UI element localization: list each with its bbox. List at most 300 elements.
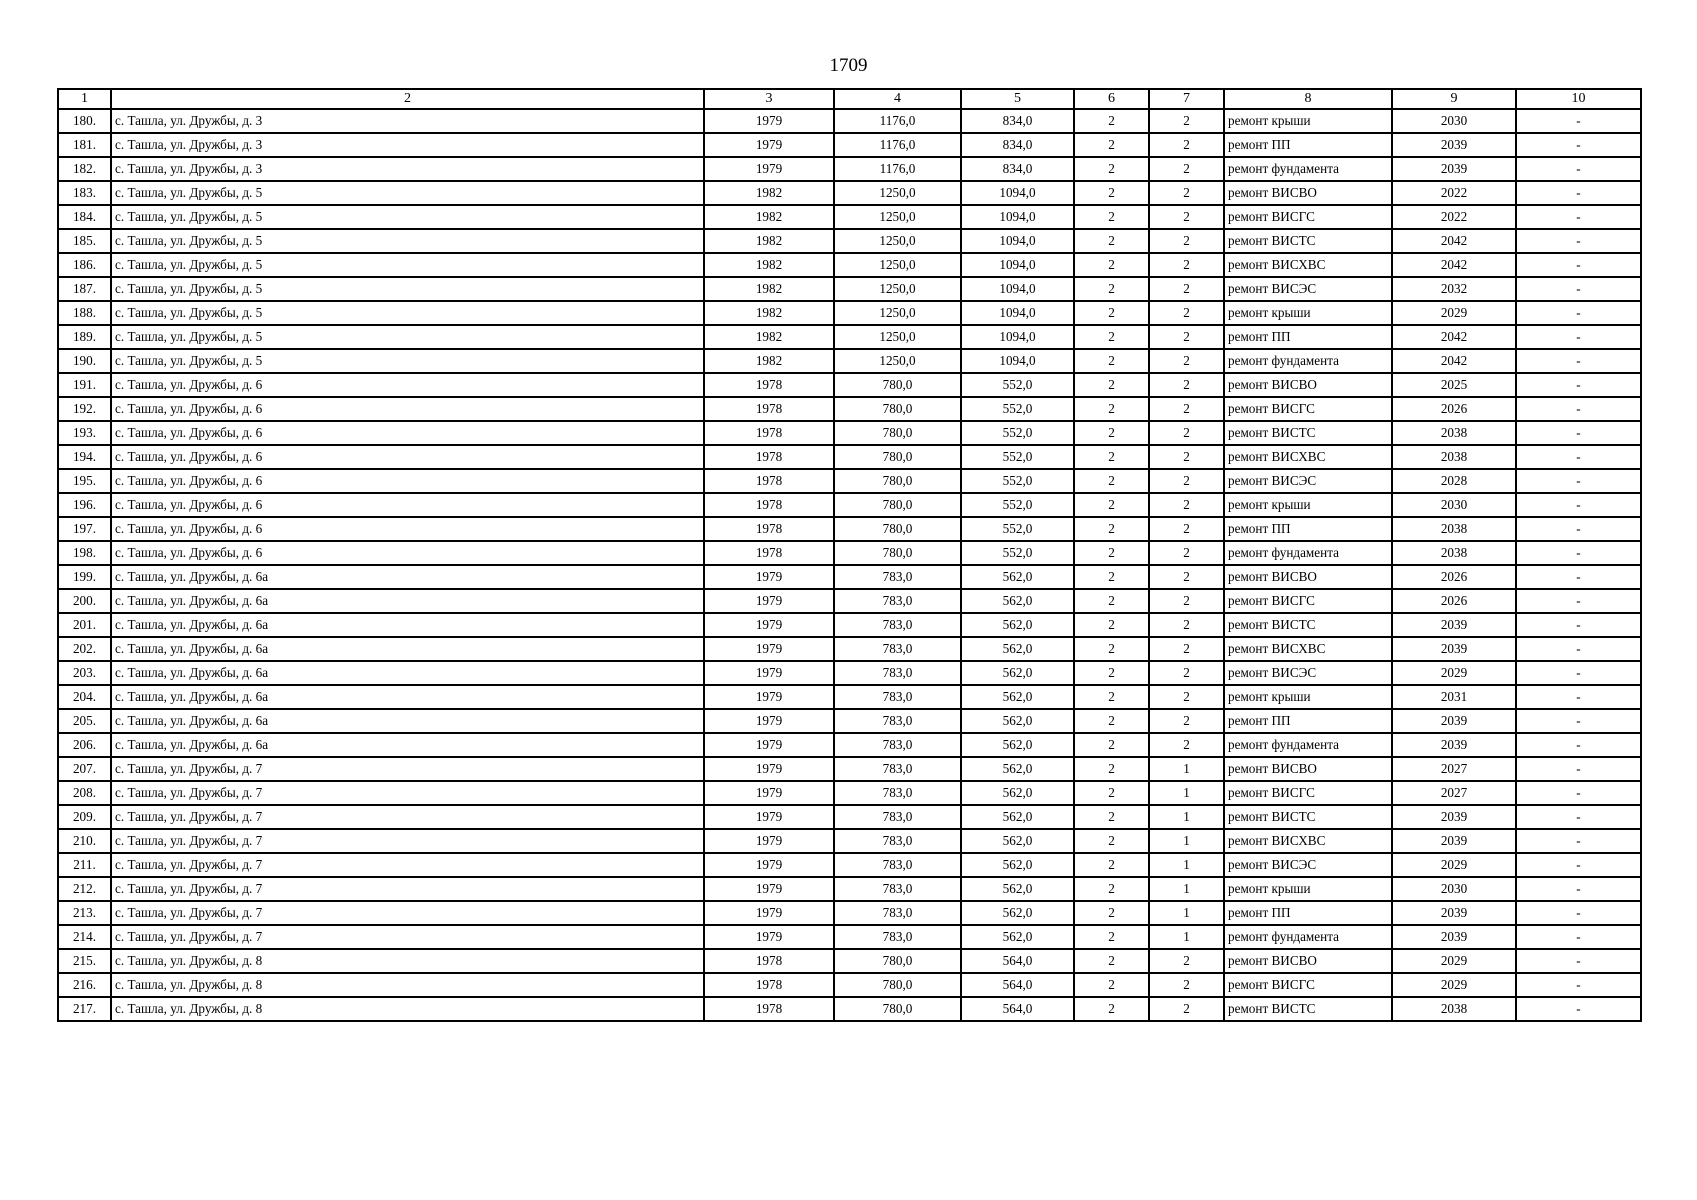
cell-work-type: ремонт ВИСГС [1224, 589, 1392, 613]
cell-year-built: 1979 [704, 781, 834, 805]
cell-living-area: 1094,0 [961, 253, 1074, 277]
cell-floors: 2 [1074, 853, 1149, 877]
cell-floors: 2 [1074, 925, 1149, 949]
cell-row-number: 182. [58, 157, 111, 181]
cell-living-area: 834,0 [961, 133, 1074, 157]
cell-floors: 2 [1074, 781, 1149, 805]
cell-work-type: ремонт крыши [1224, 301, 1392, 325]
cell-entrances: 2 [1149, 397, 1224, 421]
cell-floors: 2 [1074, 877, 1149, 901]
cell-row-number: 215. [58, 949, 111, 973]
cell-entrances: 2 [1149, 517, 1224, 541]
table-row [58, 685, 1641, 709]
cell-note: - [1516, 205, 1641, 229]
cell-address: с. Ташла, ул. Дружбы, д. 6а [111, 685, 704, 709]
cell-total-area: 783,0 [834, 613, 961, 637]
cell-note: - [1516, 757, 1641, 781]
cell-note: - [1516, 133, 1641, 157]
cell-entrances: 1 [1149, 877, 1224, 901]
cell-row-number: 202. [58, 637, 111, 661]
cell-note: - [1516, 997, 1641, 1021]
cell-entrances: 1 [1149, 901, 1224, 925]
cell-year-built: 1979 [704, 661, 834, 685]
cell-row-number: 185. [58, 229, 111, 253]
cell-living-area: 1094,0 [961, 277, 1074, 301]
cell-entrances: 2 [1149, 637, 1224, 661]
table-row [58, 973, 1641, 997]
cell-address: с. Ташла, ул. Дружбы, д. 8 [111, 973, 704, 997]
cell-note: - [1516, 853, 1641, 877]
cell-address: с. Ташла, ул. Дружбы, д. 6а [111, 613, 704, 637]
cell-entrances: 2 [1149, 325, 1224, 349]
cell-living-area: 564,0 [961, 973, 1074, 997]
column-header-3: 3 [704, 89, 834, 109]
cell-year-built: 1982 [704, 325, 834, 349]
cell-address: с. Ташла, ул. Дружбы, д. 5 [111, 205, 704, 229]
page-number: 1709 [829, 55, 868, 76]
table-row [58, 205, 1641, 229]
cell-living-area: 552,0 [961, 397, 1074, 421]
cell-work-type: ремонт ВИСВО [1224, 181, 1392, 205]
table-row [58, 157, 1641, 181]
table-row [58, 829, 1641, 853]
cell-floors: 2 [1074, 517, 1149, 541]
cell-work-type: ремонт крыши [1224, 493, 1392, 517]
cell-address: с. Ташла, ул. Дружбы, д. 6а [111, 733, 704, 757]
table-row [58, 541, 1641, 565]
cell-note: - [1516, 637, 1641, 661]
cell-entrances: 2 [1149, 949, 1224, 973]
cell-note: - [1516, 949, 1641, 973]
cell-year-built: 1982 [704, 277, 834, 301]
cell-living-area: 834,0 [961, 109, 1074, 133]
cell-floors: 2 [1074, 901, 1149, 925]
cell-note: - [1516, 613, 1641, 637]
cell-work-type: ремонт ВИСВО [1224, 373, 1392, 397]
cell-planned-year: 2038 [1392, 997, 1516, 1021]
cell-total-area: 783,0 [834, 877, 961, 901]
cell-address: с. Ташла, ул. Дружбы, д. 7 [111, 805, 704, 829]
cell-note: - [1516, 973, 1641, 997]
table-row [58, 997, 1641, 1021]
cell-work-type: ремонт ВИСГС [1224, 205, 1392, 229]
cell-address: с. Ташла, ул. Дружбы, д. 6 [111, 445, 704, 469]
cell-year-built: 1979 [704, 757, 834, 781]
cell-planned-year: 2038 [1392, 445, 1516, 469]
cell-planned-year: 2029 [1392, 301, 1516, 325]
cell-planned-year: 2029 [1392, 853, 1516, 877]
cell-total-area: 780,0 [834, 373, 961, 397]
cell-address: с. Ташла, ул. Дружбы, д. 6 [111, 517, 704, 541]
cell-address: с. Ташла, ул. Дружбы, д. 6а [111, 565, 704, 589]
cell-total-area: 783,0 [834, 805, 961, 829]
cell-year-built: 1979 [704, 109, 834, 133]
cell-note: - [1516, 373, 1641, 397]
cell-total-area: 783,0 [834, 781, 961, 805]
cell-note: - [1516, 829, 1641, 853]
cell-address: с. Ташла, ул. Дружбы, д. 6 [111, 397, 704, 421]
cell-entrances: 2 [1149, 157, 1224, 181]
cell-note: - [1516, 229, 1641, 253]
cell-living-area: 552,0 [961, 421, 1074, 445]
cell-row-number: 187. [58, 277, 111, 301]
cell-address: с. Ташла, ул. Дружбы, д. 6а [111, 589, 704, 613]
cell-entrances: 1 [1149, 757, 1224, 781]
cell-living-area: 562,0 [961, 733, 1074, 757]
cell-entrances: 1 [1149, 805, 1224, 829]
table-row [58, 661, 1641, 685]
table-body [58, 109, 1641, 1021]
cell-floors: 2 [1074, 685, 1149, 709]
cell-address: с. Ташла, ул. Дружбы, д. 5 [111, 253, 704, 277]
cell-row-number: 217. [58, 997, 111, 1021]
cell-work-type: ремонт ВИСВО [1224, 949, 1392, 973]
table-row [58, 589, 1641, 613]
table-row [58, 397, 1641, 421]
cell-floors: 2 [1074, 973, 1149, 997]
cell-floors: 2 [1074, 397, 1149, 421]
cell-total-area: 780,0 [834, 973, 961, 997]
cell-total-area: 783,0 [834, 565, 961, 589]
cell-planned-year: 2042 [1392, 325, 1516, 349]
cell-year-built: 1979 [704, 709, 834, 733]
cell-floors: 2 [1074, 157, 1149, 181]
table-row [58, 445, 1641, 469]
cell-row-number: 213. [58, 901, 111, 925]
cell-total-area: 783,0 [834, 757, 961, 781]
column-header-4: 4 [834, 89, 961, 109]
cell-living-area: 562,0 [961, 685, 1074, 709]
cell-floors: 2 [1074, 997, 1149, 1021]
cell-living-area: 562,0 [961, 877, 1074, 901]
cell-row-number: 203. [58, 661, 111, 685]
cell-living-area: 1094,0 [961, 325, 1074, 349]
column-header-2: 2 [111, 89, 704, 109]
cell-floors: 2 [1074, 637, 1149, 661]
cell-floors: 2 [1074, 325, 1149, 349]
cell-planned-year: 2039 [1392, 829, 1516, 853]
cell-year-built: 1978 [704, 949, 834, 973]
cell-planned-year: 2029 [1392, 949, 1516, 973]
cell-living-area: 562,0 [961, 709, 1074, 733]
cell-work-type: ремонт фундамента [1224, 157, 1392, 181]
cell-address: с. Ташла, ул. Дружбы, д. 6 [111, 421, 704, 445]
cell-work-type: ремонт ВИСТС [1224, 613, 1392, 637]
cell-row-number: 206. [58, 733, 111, 757]
column-header-10: 10 [1516, 89, 1641, 109]
cell-planned-year: 2039 [1392, 709, 1516, 733]
cell-year-built: 1982 [704, 229, 834, 253]
cell-year-built: 1982 [704, 205, 834, 229]
cell-planned-year: 2027 [1392, 757, 1516, 781]
cell-year-built: 1979 [704, 637, 834, 661]
cell-living-area: 552,0 [961, 493, 1074, 517]
cell-total-area: 783,0 [834, 733, 961, 757]
cell-entrances: 2 [1149, 301, 1224, 325]
cell-work-type: ремонт крыши [1224, 877, 1392, 901]
cell-work-type: ремонт ВИСЭС [1224, 277, 1392, 301]
cell-row-number: 188. [58, 301, 111, 325]
cell-note: - [1516, 517, 1641, 541]
cell-year-built: 1979 [704, 877, 834, 901]
cell-note: - [1516, 661, 1641, 685]
cell-planned-year: 2025 [1392, 373, 1516, 397]
cell-floors: 2 [1074, 253, 1149, 277]
cell-planned-year: 2022 [1392, 205, 1516, 229]
cell-work-type: ремонт ВИСТС [1224, 997, 1392, 1021]
cell-work-type: ремонт фундамента [1224, 733, 1392, 757]
cell-year-built: 1978 [704, 373, 834, 397]
cell-year-built: 1978 [704, 445, 834, 469]
cell-row-number: 200. [58, 589, 111, 613]
cell-work-type: ремонт ПП [1224, 709, 1392, 733]
cell-floors: 2 [1074, 565, 1149, 589]
cell-note: - [1516, 685, 1641, 709]
cell-note: - [1516, 565, 1641, 589]
cell-year-built: 1979 [704, 685, 834, 709]
cell-living-area: 1094,0 [961, 229, 1074, 253]
cell-total-area: 783,0 [834, 661, 961, 685]
cell-floors: 2 [1074, 133, 1149, 157]
table-row [58, 133, 1641, 157]
table-row [58, 109, 1641, 133]
cell-planned-year: 2030 [1392, 877, 1516, 901]
cell-year-built: 1982 [704, 253, 834, 277]
cell-address: с. Ташла, ул. Дружбы, д. 3 [111, 109, 704, 133]
cell-planned-year: 2030 [1392, 493, 1516, 517]
cell-planned-year: 2039 [1392, 733, 1516, 757]
cell-year-built: 1979 [704, 157, 834, 181]
cell-row-number: 195. [58, 469, 111, 493]
cell-total-area: 1250,0 [834, 229, 961, 253]
cell-row-number: 209. [58, 805, 111, 829]
cell-planned-year: 2039 [1392, 901, 1516, 925]
cell-total-area: 783,0 [834, 685, 961, 709]
cell-row-number: 207. [58, 757, 111, 781]
cell-row-number: 216. [58, 973, 111, 997]
cell-year-built: 1978 [704, 517, 834, 541]
cell-row-number: 205. [58, 709, 111, 733]
table-row [58, 373, 1641, 397]
cell-note: - [1516, 157, 1641, 181]
cell-total-area: 780,0 [834, 997, 961, 1021]
table-row [58, 253, 1641, 277]
table-row [58, 949, 1641, 973]
cell-living-area: 562,0 [961, 613, 1074, 637]
cell-total-area: 783,0 [834, 853, 961, 877]
cell-work-type: ремонт ВИСХВС [1224, 445, 1392, 469]
column-header-6: 6 [1074, 89, 1149, 109]
cell-total-area: 783,0 [834, 709, 961, 733]
cell-planned-year: 2039 [1392, 925, 1516, 949]
cell-total-area: 783,0 [834, 925, 961, 949]
cell-living-area: 562,0 [961, 925, 1074, 949]
cell-work-type: ремонт ВИСХВС [1224, 637, 1392, 661]
cell-row-number: 186. [58, 253, 111, 277]
cell-work-type: ремонт ВИСЭС [1224, 853, 1392, 877]
cell-work-type: ремонт ПП [1224, 325, 1392, 349]
cell-note: - [1516, 325, 1641, 349]
table-row [58, 349, 1641, 373]
cell-floors: 2 [1074, 541, 1149, 565]
cell-total-area: 780,0 [834, 493, 961, 517]
cell-entrances: 2 [1149, 709, 1224, 733]
cell-planned-year: 2027 [1392, 781, 1516, 805]
cell-living-area: 562,0 [961, 637, 1074, 661]
cell-work-type: ремонт фундамента [1224, 541, 1392, 565]
cell-address: с. Ташла, ул. Дружбы, д. 8 [111, 949, 704, 973]
cell-living-area: 562,0 [961, 565, 1074, 589]
cell-floors: 2 [1074, 949, 1149, 973]
cell-floors: 2 [1074, 205, 1149, 229]
cell-floors: 2 [1074, 613, 1149, 637]
cell-address: с. Ташла, ул. Дружбы, д. 7 [111, 925, 704, 949]
cell-address: с. Ташла, ул. Дружбы, д. 5 [111, 181, 704, 205]
cell-year-built: 1978 [704, 997, 834, 1021]
cell-living-area: 834,0 [961, 157, 1074, 181]
header-row [58, 89, 1641, 109]
cell-address: с. Ташла, ул. Дружбы, д. 8 [111, 997, 704, 1021]
cell-row-number: 180. [58, 109, 111, 133]
cell-planned-year: 2029 [1392, 661, 1516, 685]
cell-work-type: ремонт крыши [1224, 685, 1392, 709]
cell-living-area: 562,0 [961, 757, 1074, 781]
cell-entrances: 2 [1149, 349, 1224, 373]
cell-address: с. Ташла, ул. Дружбы, д. 5 [111, 301, 704, 325]
cell-living-area: 1094,0 [961, 349, 1074, 373]
cell-year-built: 1978 [704, 973, 834, 997]
cell-row-number: 181. [58, 133, 111, 157]
cell-work-type: ремонт ПП [1224, 517, 1392, 541]
cell-total-area: 783,0 [834, 901, 961, 925]
cell-floors: 2 [1074, 757, 1149, 781]
cell-row-number: 197. [58, 517, 111, 541]
cell-year-built: 1979 [704, 805, 834, 829]
cell-total-area: 1250,0 [834, 301, 961, 325]
cell-note: - [1516, 109, 1641, 133]
cell-living-area: 562,0 [961, 853, 1074, 877]
cell-address: с. Ташла, ул. Дружбы, д. 3 [111, 133, 704, 157]
cell-note: - [1516, 349, 1641, 373]
cell-row-number: 214. [58, 925, 111, 949]
cell-row-number: 208. [58, 781, 111, 805]
cell-floors: 2 [1074, 349, 1149, 373]
table-row [58, 901, 1641, 925]
cell-floors: 2 [1074, 589, 1149, 613]
cell-year-built: 1979 [704, 829, 834, 853]
cell-entrances: 2 [1149, 133, 1224, 157]
cell-total-area: 1176,0 [834, 109, 961, 133]
cell-row-number: 199. [58, 565, 111, 589]
cell-address: с. Ташла, ул. Дружбы, д. 6а [111, 637, 704, 661]
cell-total-area: 783,0 [834, 637, 961, 661]
column-header-7: 7 [1149, 89, 1224, 109]
cell-entrances: 2 [1149, 277, 1224, 301]
cell-entrances: 2 [1149, 973, 1224, 997]
cell-entrances: 2 [1149, 661, 1224, 685]
table-row [58, 853, 1641, 877]
cell-floors: 2 [1074, 493, 1149, 517]
cell-planned-year: 2029 [1392, 973, 1516, 997]
cell-planned-year: 2026 [1392, 565, 1516, 589]
cell-entrances: 2 [1149, 373, 1224, 397]
cell-address: с. Ташла, ул. Дружбы, д. 7 [111, 877, 704, 901]
cell-year-built: 1979 [704, 901, 834, 925]
cell-note: - [1516, 181, 1641, 205]
cell-note: - [1516, 877, 1641, 901]
cell-note: - [1516, 493, 1641, 517]
cell-row-number: 210. [58, 829, 111, 853]
table-row [58, 421, 1641, 445]
cell-planned-year: 2042 [1392, 253, 1516, 277]
cell-floors: 2 [1074, 661, 1149, 685]
cell-year-built: 1982 [704, 301, 834, 325]
cell-year-built: 1982 [704, 349, 834, 373]
cell-row-number: 198. [58, 541, 111, 565]
cell-note: - [1516, 397, 1641, 421]
cell-floors: 2 [1074, 277, 1149, 301]
cell-planned-year: 2039 [1392, 637, 1516, 661]
cell-work-type: ремонт крыши [1224, 109, 1392, 133]
cell-floors: 2 [1074, 229, 1149, 253]
cell-total-area: 783,0 [834, 829, 961, 853]
cell-living-area: 552,0 [961, 469, 1074, 493]
cell-note: - [1516, 709, 1641, 733]
column-header-8: 8 [1224, 89, 1392, 109]
cell-year-built: 1979 [704, 565, 834, 589]
cell-work-type: ремонт ВИСГС [1224, 973, 1392, 997]
cell-work-type: ремонт ВИСТС [1224, 421, 1392, 445]
cell-total-area: 783,0 [834, 589, 961, 613]
table-row [58, 781, 1641, 805]
cell-total-area: 1250,0 [834, 181, 961, 205]
cell-entrances: 2 [1149, 613, 1224, 637]
table-row [58, 925, 1641, 949]
cell-address: с. Ташла, ул. Дружбы, д. 6 [111, 469, 704, 493]
cell-living-area: 562,0 [961, 805, 1074, 829]
cell-total-area: 1250,0 [834, 325, 961, 349]
cell-row-number: 191. [58, 373, 111, 397]
cell-entrances: 2 [1149, 229, 1224, 253]
cell-floors: 2 [1074, 421, 1149, 445]
cell-floors: 2 [1074, 181, 1149, 205]
cell-work-type: ремонт ВИСЭС [1224, 469, 1392, 493]
cell-entrances: 2 [1149, 997, 1224, 1021]
cell-entrances: 2 [1149, 469, 1224, 493]
cell-year-built: 1979 [704, 853, 834, 877]
cell-row-number: 201. [58, 613, 111, 637]
cell-living-area: 562,0 [961, 901, 1074, 925]
cell-total-area: 780,0 [834, 445, 961, 469]
cell-year-built: 1978 [704, 397, 834, 421]
table-row [58, 805, 1641, 829]
cell-address: с. Ташла, ул. Дружбы, д. 5 [111, 277, 704, 301]
cell-entrances: 2 [1149, 733, 1224, 757]
cell-address: с. Ташла, ул. Дружбы, д. 6 [111, 493, 704, 517]
cell-entrances: 2 [1149, 445, 1224, 469]
cell-address: с. Ташла, ул. Дружбы, д. 7 [111, 757, 704, 781]
cell-address: с. Ташла, ул. Дружбы, д. 7 [111, 901, 704, 925]
cell-note: - [1516, 421, 1641, 445]
cell-total-area: 780,0 [834, 517, 961, 541]
cell-year-built: 1978 [704, 421, 834, 445]
cell-row-number: 189. [58, 325, 111, 349]
cell-row-number: 211. [58, 853, 111, 877]
table-row [58, 565, 1641, 589]
cell-address: с. Ташла, ул. Дружбы, д. 7 [111, 781, 704, 805]
cell-entrances: 2 [1149, 205, 1224, 229]
cell-entrances: 2 [1149, 109, 1224, 133]
